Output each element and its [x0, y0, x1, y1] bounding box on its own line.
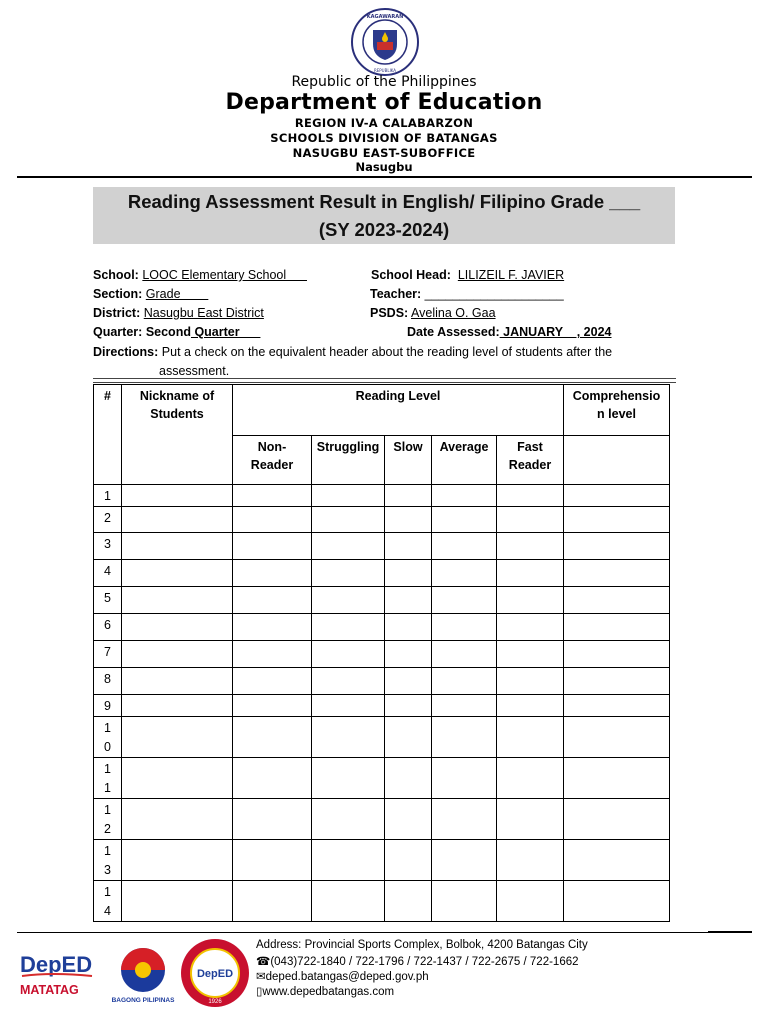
table-row: [94, 695, 670, 717]
empty-cell: [497, 485, 564, 507]
empty-cell: [233, 507, 312, 533]
empty-cell: [122, 507, 233, 533]
empty-cell: [385, 695, 432, 717]
subheader-struggling: Struggling: [312, 436, 385, 485]
bagong-pilipinas-logo: [110, 944, 176, 1006]
section-field: Section: Grade: [93, 287, 209, 301]
teacher-value: ____________________: [424, 287, 564, 301]
title-line-1: Reading Assessment Result in English/ Filipino Grade ___: [127, 191, 641, 212]
table-row: [94, 668, 670, 695]
empty-cell: [432, 533, 497, 560]
svg-text:DepED: DepED: [196, 968, 234, 980]
row-number: 6: [94, 614, 122, 641]
table-row: [94, 485, 670, 507]
date-assessed-value: JANUARY , 2024: [499, 325, 612, 339]
empty-cell: [312, 840, 385, 881]
subheader-average: Average: [432, 436, 497, 485]
empty-cell: [385, 614, 432, 641]
svg-text:DepED: DepED: [20, 952, 93, 977]
empty-cell: [122, 695, 233, 717]
footer-website: ▯www.depedbatangas.com: [256, 986, 395, 998]
footer-divider-accent: [708, 931, 752, 933]
quarter-value: Quarter: [190, 325, 261, 339]
table-row: [94, 507, 670, 533]
row-number: 2: [94, 507, 122, 533]
empty-cell: [497, 840, 564, 881]
empty-cell: [564, 695, 670, 717]
empty-cell: [122, 614, 233, 641]
town-heading: Nasugbu: [355, 160, 413, 174]
empty-cell: [497, 799, 564, 840]
empty-cell: [233, 587, 312, 614]
empty-cell: [312, 717, 385, 758]
empty-cell: [233, 668, 312, 695]
header-nickname: Nickname of Students: [122, 385, 233, 485]
web-icon: ▯: [256, 986, 263, 998]
empty-cell: [385, 840, 432, 881]
empty-cell: [385, 758, 432, 799]
table-row: [94, 533, 670, 560]
table-row: [94, 560, 670, 587]
row-number: 1 4: [94, 881, 122, 922]
empty-cell: [312, 641, 385, 668]
empty-cell: [497, 587, 564, 614]
empty-cell: [497, 695, 564, 717]
row-number: 3: [94, 533, 122, 560]
footer-email: ✉deped.batangas@deped.gov.ph: [256, 971, 429, 983]
empty-cell: [233, 840, 312, 881]
empty-cell: [233, 799, 312, 840]
empty-cell: [564, 799, 670, 840]
empty-cell: [432, 560, 497, 587]
empty-cell: [122, 560, 233, 587]
empty-cell: [312, 533, 385, 560]
deped-matatag-logo: [18, 944, 96, 1006]
table-row: [94, 641, 670, 668]
empty-cell: [312, 507, 385, 533]
header-comprehension: Comprehensio n level: [564, 385, 670, 436]
empty-cell: [312, 668, 385, 695]
empty-cell: [564, 717, 670, 758]
header-number: #: [94, 385, 122, 485]
header-reading-level: Reading Level: [233, 385, 564, 436]
republic-heading: Republic of the Philippines: [291, 74, 477, 90]
row-number: 9: [94, 695, 122, 717]
svg-text:REPUBLIKA: REPUBLIKA: [373, 68, 397, 73]
empty-cell: [432, 507, 497, 533]
row-number: 1 2: [94, 799, 122, 840]
empty-cell: [122, 758, 233, 799]
subheader-fast-reader: Fast Reader: [497, 436, 564, 485]
empty-cell: [497, 717, 564, 758]
directions-text-2: assessment.: [159, 364, 230, 378]
empty-cell: [497, 668, 564, 695]
empty-cell: [122, 799, 233, 840]
empty-cell: [564, 668, 670, 695]
empty-cell: [564, 614, 670, 641]
district-field: District: Nasugbu East District: [93, 306, 264, 320]
empty-cell: [233, 641, 312, 668]
row-number: 1 3: [94, 840, 122, 881]
reading-assessment-table: [93, 384, 670, 922]
empty-cell: [497, 533, 564, 560]
table-row: [94, 758, 670, 799]
empty-cell: [122, 641, 233, 668]
directions-block: Directions: Put a check on the equivalent header about the reading level of students after the assessment.: [93, 345, 613, 378]
empty-cell: [233, 881, 312, 922]
directions-text: Put a check on the equivalent header about the reading level of students after the: [161, 345, 613, 359]
empty-cell: [432, 668, 497, 695]
section-value: Grade: [145, 287, 209, 301]
row-number: 7: [94, 641, 122, 668]
svg-text:MATATAG: MATATAG: [20, 983, 79, 997]
table-top-double-rule: [93, 378, 676, 383]
empty-cell: [432, 641, 497, 668]
svg-text:KAGAWARAN: KAGAWARAN: [366, 14, 404, 20]
empty-cell: [233, 758, 312, 799]
teacher-field: Teacher: ____________________: [370, 287, 564, 301]
empty-cell: [122, 881, 233, 922]
footer-address: Address: Provincial Sports Complex, Bolbok, 4200 Batangas City: [256, 939, 588, 951]
empty-cell: [233, 695, 312, 717]
division-heading: SCHOOLS DIVISION OF BATANGAS: [270, 131, 498, 145]
empty-cell: [564, 587, 670, 614]
row-number: 1 0: [94, 717, 122, 758]
header-divider: [17, 176, 752, 178]
subheader-non-reader: Non- Reader: [233, 436, 312, 485]
school-head-field: School Head: LILIZEIL F. JAVIER: [371, 268, 565, 282]
date-assessed-field: Date Assessed: JANUARY , 2024: [407, 325, 612, 339]
empty-cell: [312, 695, 385, 717]
school-value: LOOC Elementary School: [142, 268, 307, 282]
subheader-comprehension-blank: [564, 436, 670, 485]
empty-cell: [385, 507, 432, 533]
empty-cell: [312, 758, 385, 799]
suboffice-heading: NASUGBU EAST-SUBOFFICE: [292, 146, 476, 160]
empty-cell: [233, 560, 312, 587]
empty-cell: [385, 668, 432, 695]
empty-cell: [564, 560, 670, 587]
empty-cell: [564, 881, 670, 922]
empty-cell: [432, 695, 497, 717]
empty-cell: [497, 758, 564, 799]
empty-cell: [564, 840, 670, 881]
empty-cell: [312, 614, 385, 641]
subheader-slow: Slow: [385, 436, 432, 485]
region-heading: REGION IV-A CALABARZON: [294, 116, 474, 130]
empty-cell: [385, 587, 432, 614]
footer-phone: ☎(043)722-1840 / 722-1796 / 722-1437 / 722-2675 / 722-1662: [256, 956, 579, 968]
empty-cell: [497, 560, 564, 587]
empty-cell: [385, 799, 432, 840]
empty-cell: [122, 533, 233, 560]
empty-cell: [385, 533, 432, 560]
psds-value: Avelina O. Gaa: [411, 306, 496, 320]
empty-cell: [233, 717, 312, 758]
empty-cell: [312, 587, 385, 614]
empty-cell: [564, 758, 670, 799]
empty-cell: [385, 560, 432, 587]
empty-cell: [564, 507, 670, 533]
svg-text:1926: 1926: [208, 999, 222, 1005]
sdo-batangas-seal-logo: [178, 937, 252, 1009]
row-number: 4: [94, 560, 122, 587]
psds-field: PSDS: Avelina O. Gaa: [370, 306, 496, 320]
empty-cell: [497, 614, 564, 641]
empty-cell: [564, 485, 670, 507]
empty-cell: [385, 485, 432, 507]
empty-cell: [385, 881, 432, 922]
empty-cell: [122, 717, 233, 758]
empty-cell: [432, 881, 497, 922]
empty-cell: [312, 799, 385, 840]
empty-cell: [432, 758, 497, 799]
phone-icon: ☎: [256, 956, 271, 968]
document-title-box: [93, 187, 675, 244]
table-row: [94, 587, 670, 614]
empty-cell: [497, 641, 564, 668]
footer-divider: [17, 932, 752, 933]
empty-cell: [122, 840, 233, 881]
table-row: [94, 840, 670, 881]
empty-cell: [122, 485, 233, 507]
empty-cell: [497, 881, 564, 922]
row-number: 1 1: [94, 758, 122, 799]
email-icon: ✉: [256, 971, 266, 983]
empty-cell: [312, 485, 385, 507]
school-head-value: LILIZEIL F. JAVIER: [457, 268, 565, 282]
svg-text:BAGONG PILIPINAS: BAGONG PILIPINAS: [111, 997, 175, 1004]
department-heading: Department of Education: [225, 90, 543, 115]
empty-cell: [233, 485, 312, 507]
empty-cell: [312, 560, 385, 587]
quarter-field: Quarter: Second Quarter: [93, 325, 261, 339]
empty-cell: [122, 668, 233, 695]
empty-cell: [432, 485, 497, 507]
empty-cell: [233, 533, 312, 560]
empty-cell: [122, 587, 233, 614]
table-row: [94, 717, 670, 758]
empty-cell: [233, 614, 312, 641]
empty-cell: [497, 507, 564, 533]
table-row: [94, 614, 670, 641]
deped-seal-logo: [347, 8, 423, 76]
empty-cell: [432, 614, 497, 641]
title-line-2: (SY 2023-2024): [318, 219, 450, 240]
empty-cell: [385, 717, 432, 758]
row-number: 8: [94, 668, 122, 695]
empty-cell: [432, 799, 497, 840]
row-number: 5: [94, 587, 122, 614]
empty-cell: [432, 717, 497, 758]
empty-cell: [432, 587, 497, 614]
empty-cell: [432, 840, 497, 881]
empty-cell: [385, 641, 432, 668]
district-value: Nasugbu East District: [143, 306, 264, 320]
empty-cell: [564, 641, 670, 668]
empty-cell: [564, 533, 670, 560]
table-row: [94, 881, 670, 922]
table-row: [94, 799, 670, 840]
row-number: 1: [94, 485, 122, 507]
empty-cell: [312, 881, 385, 922]
school-field: School: LOOC Elementary School: [93, 268, 307, 282]
